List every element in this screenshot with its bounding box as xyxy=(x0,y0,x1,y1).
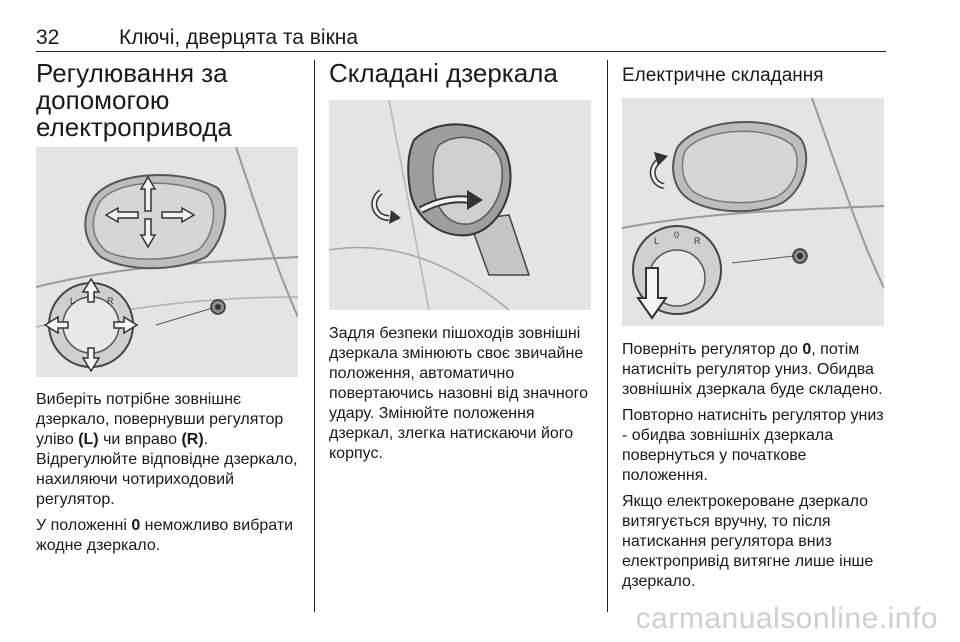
label-right-2: R xyxy=(694,236,701,246)
text-span: Виберіть потрібне зовнішнє дзеркало, повернувши регулятор уліво xyxy=(36,391,284,448)
col3-paragraph-3: Якщо електрокероване дзеркало витягується вручну, то після натискання регулятора вниз електропривід витягне лише інше дзеркало. xyxy=(622,493,874,590)
section-heading-power-adjustment: Регулювання за допомогою електропривода xyxy=(36,58,232,142)
col3-text xyxy=(622,340,890,592)
col1-paragraph-1 xyxy=(36,390,301,510)
col2-text xyxy=(329,324,594,464)
column-divider-1 xyxy=(314,60,315,612)
column-divider-2 xyxy=(607,60,608,612)
text-span: . Відрегулюйте відповідне дзеркало, нахиляючи чотириходовий регулятор. xyxy=(36,431,298,508)
column-power-adjustment xyxy=(36,60,301,141)
bold-left: (L) xyxy=(78,431,99,448)
section-heading-electric-folding: Електричне складання xyxy=(622,65,824,86)
text-span: неможливо вибрати жодне дзеркало. xyxy=(36,517,294,554)
text-span: У положенні xyxy=(36,517,132,534)
col1-text xyxy=(36,390,301,556)
col3-paragraph-1 xyxy=(622,340,890,400)
illustration-electric-folding xyxy=(622,98,884,326)
label-left-2: L xyxy=(654,236,660,246)
page-header xyxy=(36,22,886,52)
column-electric-folding xyxy=(622,60,890,88)
text-span: Поверніть регулятор до xyxy=(622,341,803,358)
text-span: чи вправо xyxy=(98,431,182,448)
bold-zero: 0 xyxy=(131,517,141,534)
figure-mirror-adjust-switch xyxy=(36,147,298,377)
header-rule xyxy=(36,51,886,52)
col1-paragraph-2 xyxy=(36,516,301,556)
label-zero: 0 xyxy=(674,230,680,240)
bold-zero: 0 xyxy=(802,341,812,358)
section-heading-folding-mirrors: Складані дзеркала xyxy=(329,58,558,88)
illustration-mirror-adjust xyxy=(36,147,298,377)
figure-electric-folding-switch xyxy=(622,98,884,326)
watermark: carmanualsonline.info xyxy=(635,602,938,635)
chapter-title: Ключі, дверцята та вікна xyxy=(119,26,359,49)
column-folding-mirrors xyxy=(329,60,594,87)
label-left: L xyxy=(70,296,76,306)
illustration-folding-mirror xyxy=(329,100,591,310)
col2-paragraph-1: Задля безпеки пішоходів зовнішні дзеркала змінюють своє звичайне положення, автоматично повертаючись назовні від значного удару. Змінюйте положення дзеркал, злегка натискаючи його корпус. xyxy=(329,325,589,462)
figure-folding-mirror xyxy=(329,100,591,310)
bold-right: (R) xyxy=(181,431,204,448)
col3-paragraph-2: Повторно натисніть регулятор униз - обидва зовнішніх дзеркала повернуться у початкове положення. xyxy=(622,407,884,484)
label-right: R xyxy=(107,296,114,306)
page-number: 32 xyxy=(36,26,60,49)
text-span: , потім натисніть регулятор униз. Обидва зовнішніх дзеркала буде складено. xyxy=(622,341,883,398)
